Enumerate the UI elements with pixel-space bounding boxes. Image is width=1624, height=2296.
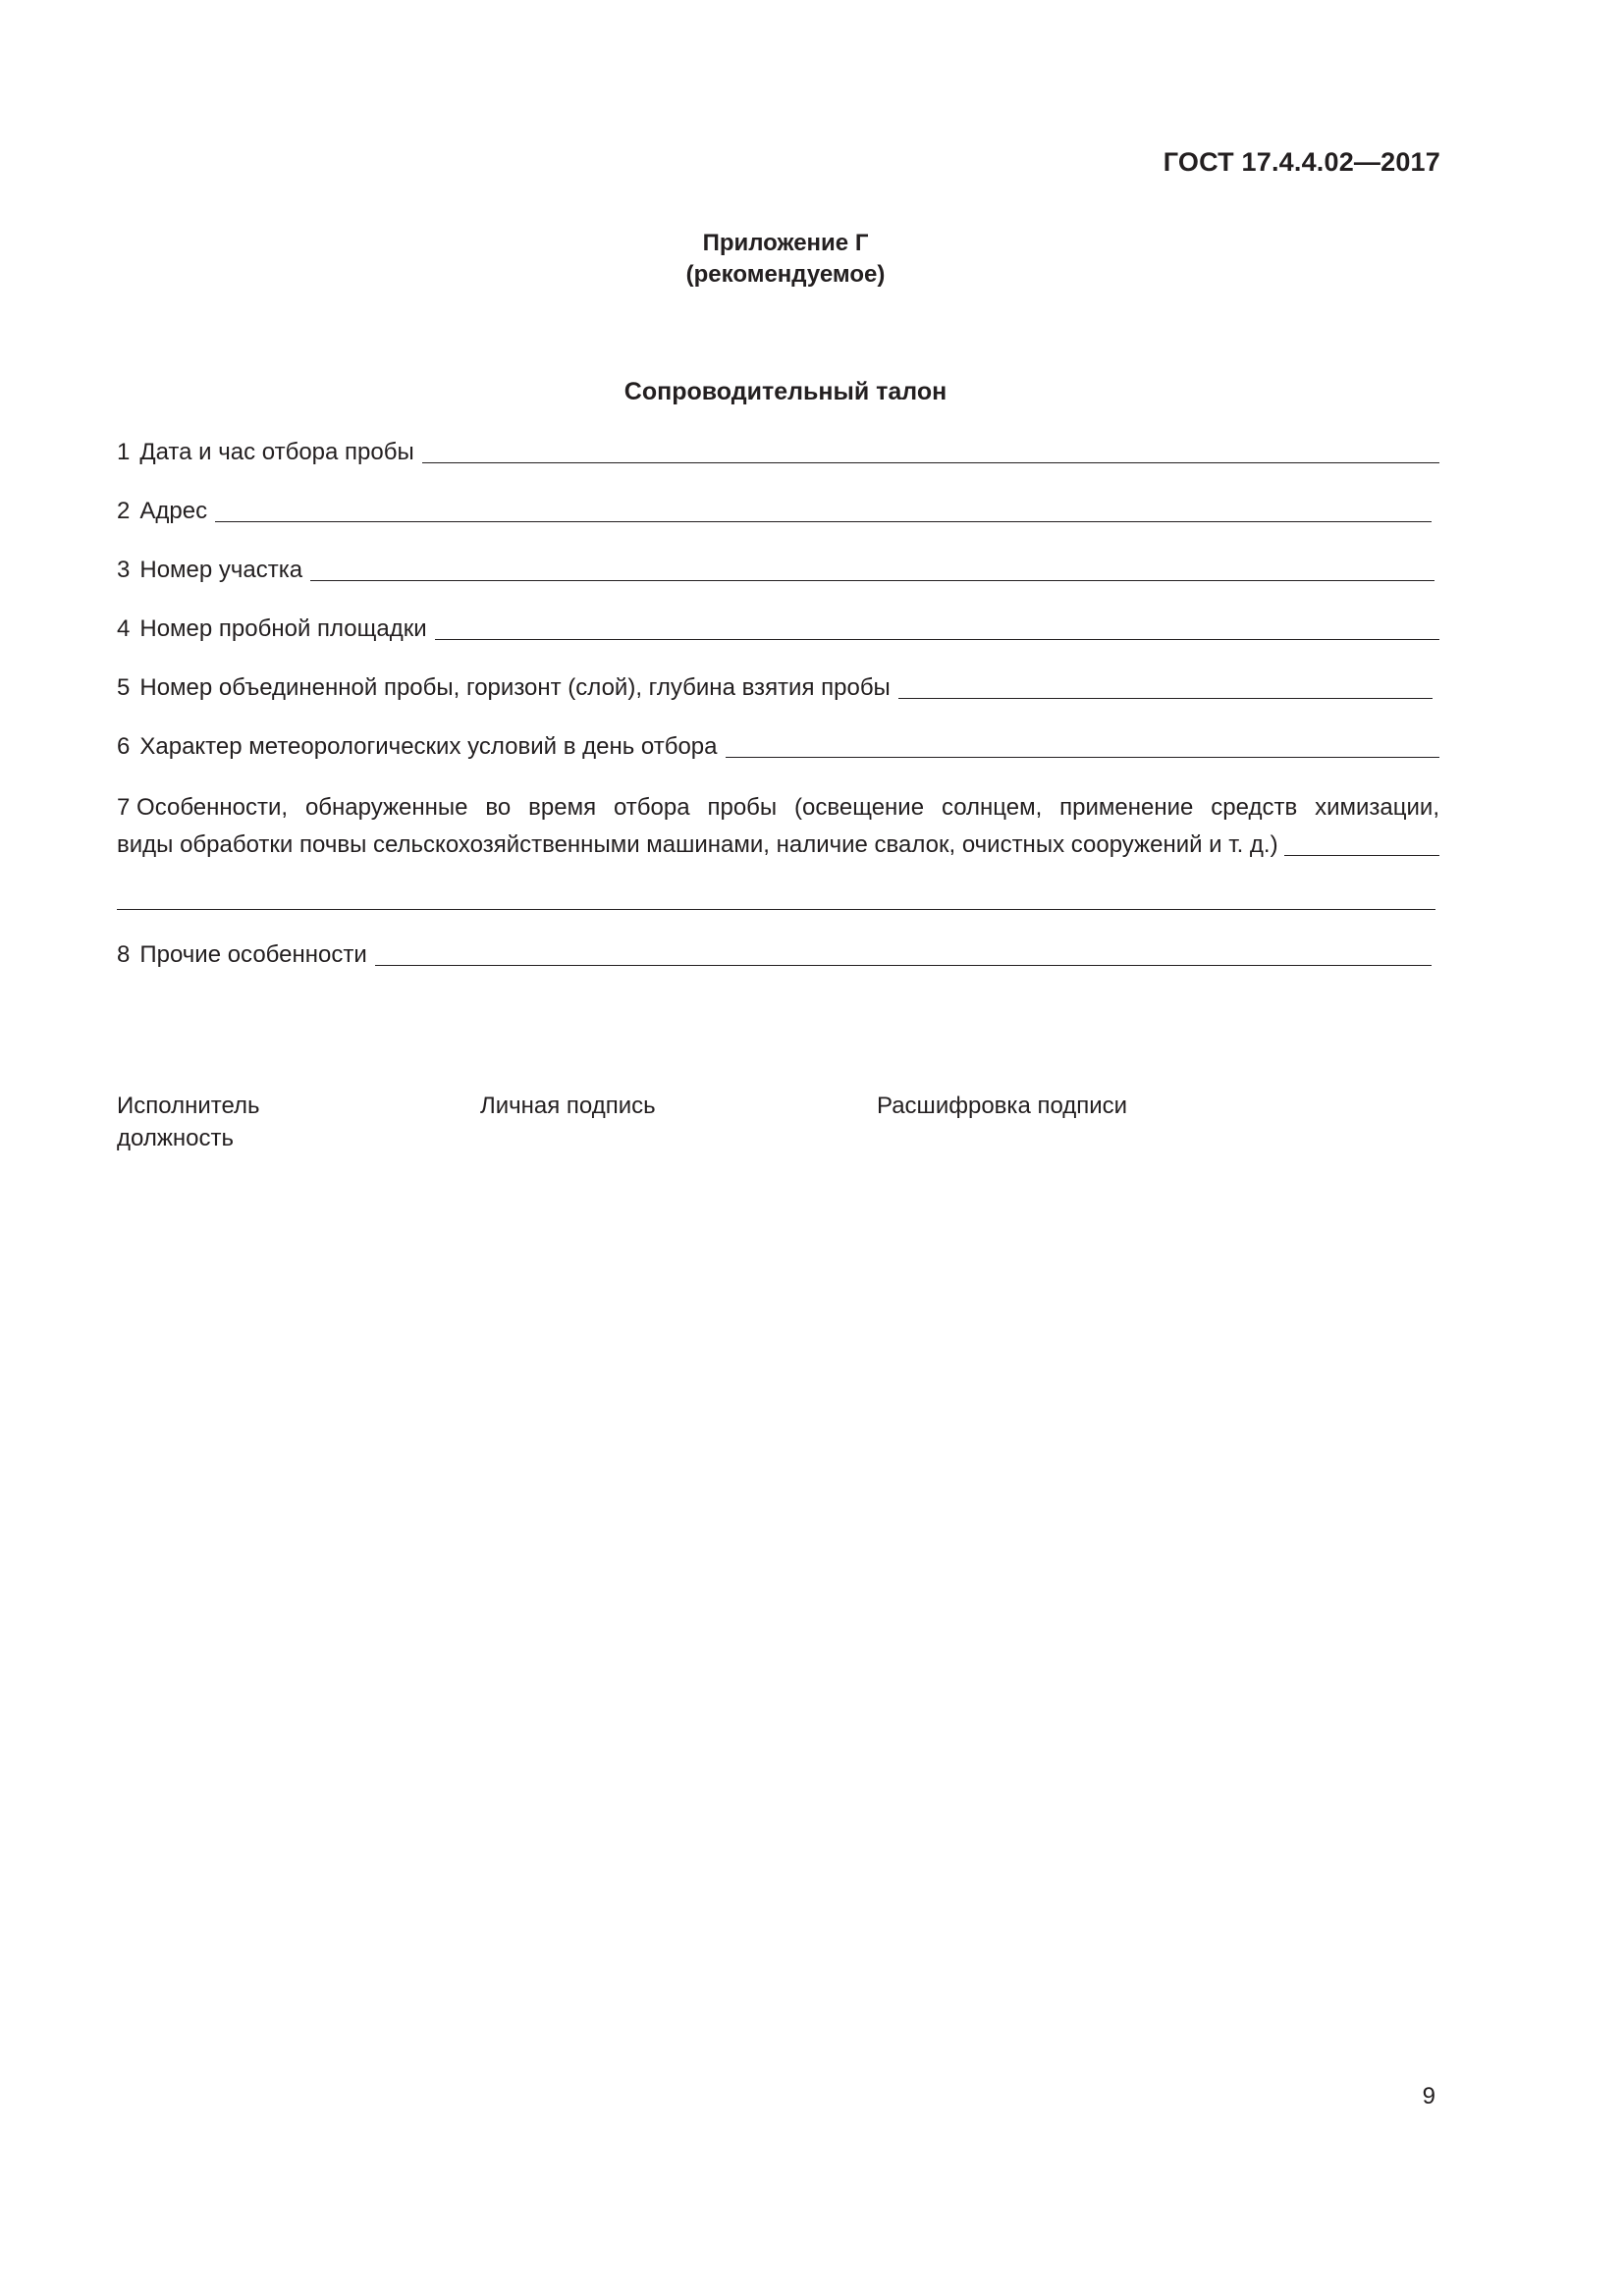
- fill-in-line[interactable]: [375, 964, 1432, 966]
- word: время: [528, 794, 597, 821]
- appendix-title: Приложение Г: [702, 230, 869, 256]
- field-label: Характер метеорологических условий в день отбора: [139, 733, 718, 760]
- position-label: должность: [117, 1125, 234, 1151]
- fill-in-line[interactable]: [726, 756, 1440, 758]
- fill-in-line[interactable]: [435, 638, 1439, 640]
- field-number: 3: [117, 557, 131, 583]
- word: химизации,: [1315, 794, 1439, 821]
- word: во: [485, 794, 512, 821]
- field-6-weather-conditions: [117, 732, 1439, 762]
- field-number-with-word: 7 Особенности,: [117, 794, 289, 821]
- fill-in-line[interactable]: [310, 579, 1435, 581]
- field-label-continuation: виды обработки почвы сельскохозяйственными машинами, наличие свалок, очистных сооружений и т. д.): [117, 831, 1278, 858]
- field-2-address: [117, 497, 1432, 526]
- word: средств: [1211, 794, 1298, 821]
- field-3-plot-number: [117, 556, 1435, 585]
- word: пробы: [707, 794, 778, 821]
- fill-in-line[interactable]: [1284, 854, 1439, 856]
- field-label: Номер объединенной пробы, горизонт (слой), глубина взятия пробы: [139, 674, 891, 701]
- field-4-sample-site-number: [117, 614, 1439, 644]
- standard-code: ГОСТ 17.4.4.02—2017: [1163, 147, 1440, 177]
- performer-label: Исполнитель: [117, 1093, 260, 1119]
- field-label: Адрес: [139, 498, 208, 524]
- field-7-first-line: [117, 789, 1439, 827]
- field-label: Дата и час отбора пробы: [139, 439, 414, 465]
- field-7-second-line: [117, 827, 1439, 864]
- signature-decoding-label: Расшифровка подписи: [877, 1093, 1128, 1119]
- field-5-combined-sample: [117, 673, 1433, 703]
- field-label: Номер участка: [139, 557, 303, 583]
- field-label: Прочие особенности: [139, 941, 367, 968]
- word: применение: [1059, 794, 1194, 821]
- appendix-status: (рекомендуемое): [685, 261, 886, 288]
- field-number: 5: [117, 674, 131, 701]
- word: (освещение: [794, 794, 925, 821]
- field-8-other-features: [117, 940, 1432, 970]
- field-number: 2: [117, 498, 131, 524]
- fill-in-line-full-width[interactable]: [117, 909, 1435, 910]
- word: обнаруженные: [304, 794, 468, 821]
- page-number: 9: [1422, 2083, 1435, 2109]
- field-number: 1: [117, 439, 131, 465]
- field-label: Номер пробной площадки: [139, 615, 427, 642]
- field-number: 6: [117, 733, 131, 760]
- word: отбора: [613, 794, 690, 821]
- field-number: 4: [117, 615, 131, 642]
- field-7-sampling-features: [117, 789, 1439, 864]
- appendix-heading: [0, 228, 1571, 291]
- field-number: 8: [117, 941, 131, 968]
- form-title: Сопроводительный талон: [623, 378, 947, 405]
- performer-block: [117, 1090, 260, 1154]
- fill-in-line[interactable]: [422, 461, 1439, 463]
- field-1-sampling-datetime: [117, 438, 1439, 467]
- fill-in-line[interactable]: [215, 520, 1432, 522]
- personal-signature-label: Личная подпись: [480, 1093, 656, 1119]
- word: солнцем,: [941, 794, 1043, 821]
- fill-in-line[interactable]: [898, 697, 1433, 699]
